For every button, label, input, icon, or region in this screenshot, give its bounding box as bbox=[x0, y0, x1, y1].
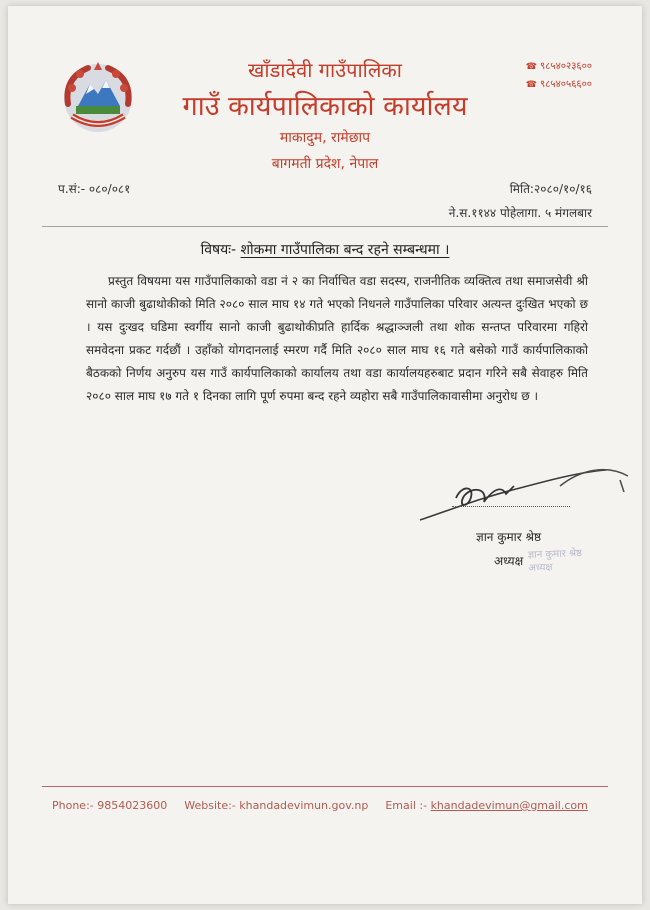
signatory-name: ज्ञान कुमार श्रेष्ठ bbox=[476, 530, 542, 544]
phone-line bbox=[526, 76, 592, 94]
footer-website-label: Website:- bbox=[184, 799, 236, 812]
phone-number: ९८५४०२३६०० bbox=[540, 61, 592, 72]
footer-phone-label: Phone:- bbox=[52, 799, 94, 812]
office-name: गाउँ कार्यपालिकाको कार्यालय bbox=[182, 91, 468, 122]
office-location: माकादुम, रामेछाप bbox=[279, 130, 371, 146]
subject-prefix: विषयः- bbox=[200, 242, 237, 258]
phone-number: ९८५४०५६६०० bbox=[540, 79, 592, 90]
subject-line bbox=[0, 240, 650, 259]
footer-email[interactable]: khandadevimun@gmail.com bbox=[430, 799, 588, 812]
office-province: बागमती प्रदेश, नेपाल bbox=[271, 156, 379, 172]
phone-list bbox=[526, 58, 592, 94]
footer-divider bbox=[42, 786, 608, 787]
subject-text: शोकमा गाउँपालिका बन्द रहने सम्बन्धमा । bbox=[240, 242, 450, 258]
footer-website[interactable]: khandadevimun.gov.np bbox=[239, 799, 369, 812]
signature-stamp bbox=[528, 547, 583, 575]
signature-dotted-line bbox=[452, 506, 570, 507]
signature-icon bbox=[410, 458, 640, 530]
footer-contact bbox=[52, 799, 588, 812]
stamp-title: अध्यक्ष bbox=[528, 562, 553, 574]
footer-email-label: Email :- bbox=[385, 799, 428, 812]
phone-line bbox=[526, 58, 592, 76]
reference-number: प.सं:- ०८०/०८१ bbox=[58, 182, 131, 196]
footer-phone: 9854023600 bbox=[97, 799, 168, 812]
telephone-icon: ☎ bbox=[525, 80, 537, 90]
stamp-name: ज्ञान कुमार श्रेष्ठ bbox=[527, 548, 583, 561]
header-divider bbox=[42, 226, 608, 227]
nepal-sambat-date: ने.स.११४४ पोहेलागा. ५ मंगलबार bbox=[448, 206, 592, 220]
municipality-name: खाँडादेवी गाउँपालिका bbox=[248, 58, 402, 82]
signatory-title: अध्यक्ष bbox=[494, 554, 524, 568]
telephone-icon: ☎ bbox=[525, 62, 537, 72]
letter-body: प्रस्तुत विषयमा यस गाउँपालिकाको वडा नं २ का निर्वाचित वडा सदस्य, राजनीतिक व्यक्तित्व तथा समाजसेवी श्री सानो काजी बुढाथोकीको मिति २०८० साल माघ १४ गते भएको निधनले गाउँपालिका परिवार अत्यन्त दुःखित भएको छ । यस दुःखद घडिमा स्वर्गीय सानो काजी बुढाथोकीप्रति हार्दिक श्रद्धाञ्जली तथा शोक सन्तप्त परिवारमा गहिरो समवेदना प्रकट गर्दछौं । उहाँको योगदानलाई स्मरण गर्दै मिति २०८० साल माघ १६ गते बसेको गाउँ कार्यपालिकाको बैठकको निर्णय अनुरुप यस गाउँ कार्यपालिकाको कार्यालय तथा वडा कार्यालयहरुबाट प्रदान गरिने सबै सेवाहरु मिति २०८० साल माघ १७ गते १ दिनका लागि पूर्ण रुपमा बन्द रहने व्यहोरा सबै गाउँपालिकावासीमा अनुरोध छ । bbox=[86, 274, 588, 403]
letter-date: मिति:२०८०/१०/१६ bbox=[509, 182, 592, 196]
